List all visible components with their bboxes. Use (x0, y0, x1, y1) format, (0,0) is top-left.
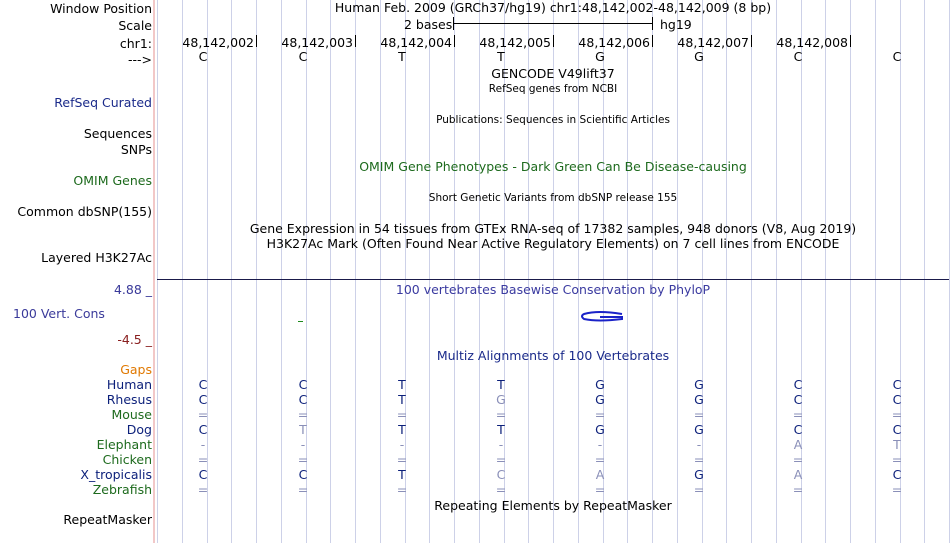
aligned-base: - (399, 437, 405, 452)
aligned-base: T (398, 392, 406, 407)
aligned-base: G (595, 377, 605, 392)
aligned-base: = (396, 452, 408, 467)
publications-track-title[interactable]: Publications: Sequences in Scientific Articles (436, 114, 670, 126)
dna-base: C (892, 49, 902, 64)
aligned-base: = (891, 452, 903, 467)
scale-bar (453, 23, 653, 24)
sequences-label[interactable]: Sequences (83, 126, 152, 141)
aligned-base: = (792, 407, 804, 422)
aligned-base: - (300, 437, 306, 452)
refseq-track-subtitle[interactable]: RefSeq genes from NCBI (488, 83, 618, 95)
omim-track-title[interactable]: OMIM Gene Phenotypes - Dark Green Can Be Disease-causing (359, 159, 747, 174)
aligned-base: = (594, 452, 606, 467)
position-label: 48,142,002 (182, 35, 254, 50)
dna-base: C (198, 49, 208, 64)
aligned-base: G (595, 422, 605, 437)
species-label[interactable]: X_tropicalis (80, 467, 152, 482)
position-label: 48,142,008 (776, 35, 848, 50)
aligned-base: - (200, 437, 206, 452)
aligned-base: C (298, 392, 308, 407)
scale-value: 2 bases (404, 17, 453, 32)
dna-base: T (497, 49, 505, 64)
aligned-base: G (694, 467, 704, 482)
aligned-base: = (197, 407, 209, 422)
dna-base: G (595, 49, 605, 64)
position-label: 48,142,007 (677, 35, 749, 50)
aligned-base: T (497, 377, 505, 392)
aligned-base: G (694, 377, 704, 392)
phylop-conservation-glyph (578, 311, 626, 322)
chrom-label: chr1: (119, 36, 152, 51)
aligned-base: = (297, 452, 309, 467)
gtex-track-title[interactable]: Gene Expression in 54 tissues from GTEx RNA-seq of 17382 samples, 948 donors (V8, Aug 2019) (249, 221, 857, 236)
species-label[interactable]: Rhesus (106, 392, 152, 407)
omim-genes-label[interactable]: OMIM Genes (73, 173, 152, 188)
refseq-curated-label[interactable]: RefSeq Curated (54, 95, 152, 110)
aligned-base: G (595, 392, 605, 407)
common-dbsnp-label[interactable]: Common dbSNP(155) (17, 204, 152, 219)
aligned-base: C (496, 467, 506, 482)
repeatmasker-track-title[interactable]: Repeating Elements by RepeatMasker (434, 498, 672, 513)
aligned-base: = (792, 482, 804, 497)
aligned-base: = (594, 482, 606, 497)
aligned-base: C (298, 467, 308, 482)
scale-label: Scale (118, 18, 152, 33)
position-tick (850, 35, 851, 47)
scale-assembly: hg19 (660, 17, 692, 32)
aligned-base: - (498, 437, 504, 452)
track-separator (157, 279, 949, 280)
species-label[interactable]: Chicken (102, 452, 152, 467)
aligned-base: = (594, 407, 606, 422)
position-tick (652, 35, 653, 47)
phylop-min-value: -4.5 _ (117, 332, 152, 347)
aligned-base: C (298, 377, 308, 392)
aligned-base: A (595, 467, 605, 482)
gaps-label[interactable]: Gaps (120, 362, 152, 377)
position-label: 48,142,004 (380, 35, 452, 50)
position-tick (751, 35, 752, 47)
aligned-base: G (694, 422, 704, 437)
aligned-base: = (297, 407, 309, 422)
strand-label: ---> (127, 52, 152, 67)
aligned-base: C (198, 377, 208, 392)
species-label[interactable]: Dog (126, 422, 152, 437)
phylop-track-title[interactable]: 100 vertebrates Basewise Conservation by PhyloP (395, 282, 711, 297)
aligned-base: = (495, 452, 507, 467)
phylop-max-value: 4.88 _ (113, 282, 152, 297)
window-position-value: Human Feb. 2009 (GRCh37/hg19) chr1:48,142,002-48,142,009 (8 bp) (334, 0, 772, 15)
aligned-base: C (198, 422, 208, 437)
aligned-base: T (893, 437, 901, 452)
aligned-base: T (398, 377, 406, 392)
aligned-base: = (891, 407, 903, 422)
aligned-base: C (892, 467, 902, 482)
position-tick (256, 35, 257, 47)
aligned-base: - (597, 437, 603, 452)
aligned-base: = (792, 452, 804, 467)
aligned-base: C (892, 377, 902, 392)
aligned-base: = (495, 407, 507, 422)
position-tick (454, 35, 455, 47)
h3k27ac-track-title[interactable]: H3K27Ac Mark (Often Found Near Active Regulatory Elements) on 7 cell lines from ENCODE (266, 236, 840, 251)
dna-base: C (298, 49, 308, 64)
position-tick (355, 35, 356, 47)
aligned-base: = (693, 452, 705, 467)
dna-base: T (398, 49, 406, 64)
gencode-track-title[interactable]: GENCODE V49lift37 (491, 66, 615, 81)
aligned-base: G (496, 392, 506, 407)
vert-cons-label[interactable]: 100 Vert. Cons (13, 306, 105, 321)
dna-base: C (793, 49, 803, 64)
aligned-base: T (398, 422, 406, 437)
aligned-base: = (197, 452, 209, 467)
species-label[interactable]: Human (106, 377, 152, 392)
aligned-base: = (396, 407, 408, 422)
position-label: 48,142,005 (479, 35, 551, 50)
aligned-base: = (495, 482, 507, 497)
aligned-base: G (694, 392, 704, 407)
aligned-base: C (892, 422, 902, 437)
aligned-base: = (197, 482, 209, 497)
repeatmasker-label[interactable]: RepeatMasker (63, 512, 152, 527)
position-tick (553, 35, 554, 47)
aligned-base: C (793, 377, 803, 392)
aligned-base: C (198, 392, 208, 407)
window-position-label: Window Position (50, 1, 152, 16)
species-label[interactable]: Mouse (111, 407, 152, 422)
layered-h3k27ac-label[interactable]: Layered H3K27Ac (41, 250, 152, 265)
aligned-base: A (793, 467, 803, 482)
aligned-base: = (891, 482, 903, 497)
aligned-base: = (297, 482, 309, 497)
aligned-base: = (693, 482, 705, 497)
aligned-base: C (793, 422, 803, 437)
aligned-base: T (299, 422, 307, 437)
label-track-divider (153, 0, 155, 543)
dna-base: G (694, 49, 704, 64)
aligned-base: C (793, 392, 803, 407)
snps-label[interactable]: SNPs (120, 142, 152, 157)
aligned-base: - (696, 437, 702, 452)
aligned-base: = (693, 407, 705, 422)
scale-bar-right-cap (652, 17, 653, 30)
aligned-base: T (398, 467, 406, 482)
species-label[interactable]: Elephant (96, 437, 152, 452)
aligned-base: T (497, 422, 505, 437)
species-label[interactable]: Zebrafish (92, 482, 152, 497)
position-label: 48,142,006 (578, 35, 650, 50)
aligned-base: = (396, 482, 408, 497)
phylop-mark (298, 321, 303, 322)
position-label: 48,142,003 (281, 35, 353, 50)
aligned-base: C (892, 392, 902, 407)
aligned-base: A (793, 437, 803, 452)
aligned-base: C (198, 467, 208, 482)
dbsnp-track-title[interactable]: Short Genetic Variants from dbSNP release 155 (428, 192, 678, 204)
multiz-track-title[interactable]: Multiz Alignments of 100 Vertebrates (436, 348, 670, 363)
